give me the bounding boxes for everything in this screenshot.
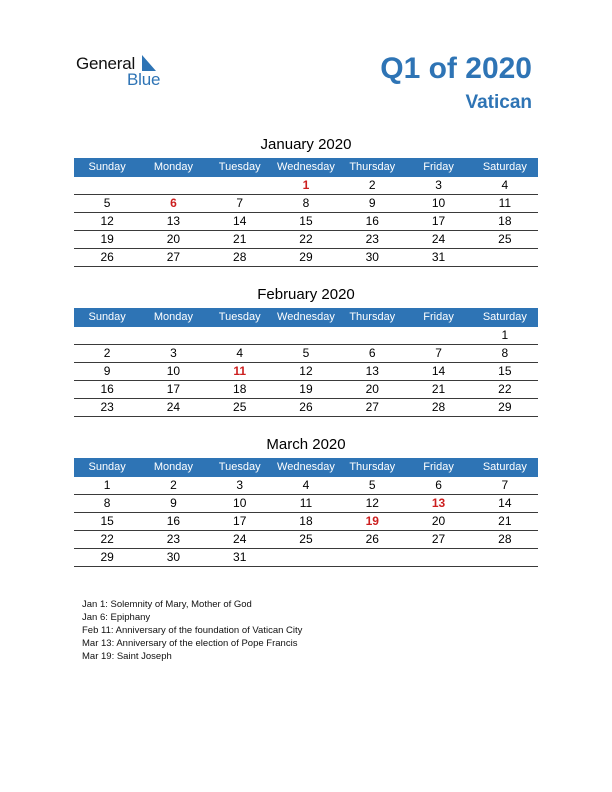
day-cell — [273, 549, 339, 566]
weekday-label: Sunday — [88, 161, 126, 173]
day-cell — [472, 549, 538, 566]
day-cell: 10 — [431, 196, 446, 210]
day-cell — [405, 327, 471, 344]
day-cell: 16 — [166, 514, 181, 528]
day-cell: 6 — [368, 346, 376, 360]
day-cell: 28 — [498, 532, 512, 546]
day-cell: 4 — [302, 478, 310, 492]
week-row — [74, 363, 538, 381]
weekday-label: Tuesday — [218, 461, 261, 473]
holiday-notes — [82, 598, 302, 663]
day-cell: 19 — [299, 382, 313, 396]
day-cell: 22 — [299, 232, 313, 246]
weekday-header — [74, 308, 538, 327]
day-cell: 27 — [365, 400, 379, 414]
day-cell: 4 — [236, 346, 244, 360]
day-cell: 6 — [435, 478, 442, 492]
day-cell: 2 — [368, 178, 376, 192]
day-cell: 9 — [368, 196, 376, 210]
week-row — [74, 231, 538, 249]
weekday-label: Friday — [423, 311, 454, 323]
day-cell: 11 — [299, 496, 313, 510]
weekday-label: Wednesday — [277, 161, 335, 173]
day-cell: 16 — [100, 382, 114, 396]
day-cell: 29 — [299, 250, 313, 264]
logo-triangle-icon — [142, 55, 156, 71]
day-cell: 2 — [170, 478, 177, 492]
day-cell: 5 — [103, 196, 111, 210]
weekday-label: Saturday — [482, 161, 527, 173]
day-cell: 7 — [236, 196, 244, 210]
weekday-label: Monday — [153, 161, 193, 173]
day-cell: 3 — [236, 478, 244, 492]
weekday-label: Tuesday — [218, 161, 261, 173]
day-cell: 6 — [170, 196, 177, 210]
day-cell: 20 — [166, 232, 181, 246]
day-cell: 21 — [431, 382, 446, 396]
day-cell: 14 — [431, 364, 446, 378]
day-cell: 26 — [365, 532, 379, 546]
day-cell: 28 — [431, 400, 446, 414]
day-cell: 21 — [233, 232, 247, 246]
day-cell: 29 — [100, 550, 114, 564]
day-cell: 1 — [103, 478, 111, 492]
day-cell: 2 — [103, 346, 111, 360]
week-row — [74, 195, 538, 213]
month-title: March 2020 — [266, 436, 346, 453]
weekday-label: Thursday — [349, 461, 396, 473]
day-cell — [273, 327, 339, 344]
brand-logo — [76, 54, 186, 88]
month-title: February 2020 — [257, 286, 355, 303]
logo-blue-text: Blue — [127, 70, 161, 89]
day-cell: 30 — [166, 550, 181, 564]
weekday-header — [74, 458, 538, 477]
day-cell: 25 — [233, 400, 247, 414]
day-cell: 3 — [170, 346, 177, 360]
day-cell: 8 — [501, 346, 509, 360]
week-row — [74, 327, 538, 345]
day-cell: 13 — [431, 496, 446, 510]
month-calendar — [74, 134, 538, 267]
weekday-label: Sunday — [88, 311, 126, 323]
day-cell: 15 — [299, 214, 313, 228]
day-cell: 18 — [498, 214, 512, 228]
week-row — [74, 381, 538, 399]
day-cell — [207, 177, 273, 194]
weekday-label: Thursday — [349, 161, 396, 173]
day-cell: 3 — [435, 178, 442, 192]
holiday-note: Jan 1: Solemnity of Mary, Mother of God — [82, 599, 252, 610]
weekday-label: Wednesday — [277, 461, 335, 473]
day-cell: 27 — [166, 250, 181, 264]
day-cell: 24 — [166, 400, 181, 414]
day-cell: 18 — [233, 382, 247, 396]
day-cell: 17 — [166, 382, 181, 396]
day-cell: 13 — [365, 364, 379, 378]
day-cell: 19 — [365, 514, 379, 528]
weekday-label: Tuesday — [218, 311, 261, 323]
day-cell: 1 — [501, 328, 509, 342]
holiday-note: Feb 11: Anniversary of the foundation of Vatican City — [82, 625, 303, 636]
day-cell: 26 — [100, 250, 114, 264]
day-cell: 24 — [431, 232, 446, 246]
day-cell: 12 — [100, 214, 114, 228]
weekday-label: Saturday — [482, 311, 527, 323]
day-cell: 26 — [299, 400, 313, 414]
day-cell: 27 — [431, 532, 446, 546]
month-title: January 2020 — [260, 136, 352, 153]
holiday-note: Mar 19: Saint Joseph — [82, 651, 172, 662]
quarter-title: Q1 of 2020 — [380, 52, 532, 85]
day-cell: 12 — [299, 364, 313, 378]
day-cell: 21 — [498, 514, 512, 528]
logo-general-text: General — [76, 54, 136, 73]
day-cell — [140, 327, 206, 344]
country-name: Vatican — [465, 92, 532, 113]
day-cell: 10 — [233, 496, 247, 510]
day-cell — [74, 327, 140, 344]
week-row — [74, 399, 538, 417]
holiday-note: Mar 13: Anniversary of the election of Pope Francis — [82, 638, 298, 649]
weekday-label: Thursday — [349, 311, 396, 323]
day-cell: 13 — [166, 214, 181, 228]
day-cell: 19 — [100, 232, 114, 246]
day-cell: 23 — [166, 532, 181, 546]
day-cell: 17 — [431, 214, 446, 228]
day-cell: 25 — [299, 532, 313, 546]
week-row — [74, 477, 538, 495]
day-cell: 16 — [365, 214, 379, 228]
day-cell: 23 — [100, 400, 114, 414]
day-cell — [472, 249, 538, 266]
month-calendar — [74, 284, 538, 417]
weekday-label: Monday — [153, 461, 193, 473]
holiday-note: Jan 6: Epiphany — [82, 612, 151, 623]
week-row — [74, 345, 538, 363]
month-calendar — [74, 434, 538, 567]
day-cell: 8 — [302, 196, 310, 210]
day-cell: 10 — [166, 364, 181, 378]
day-cell: 29 — [498, 400, 512, 414]
week-row — [74, 177, 538, 195]
day-cell: 18 — [299, 514, 313, 528]
week-row — [74, 513, 538, 531]
day-cell: 24 — [233, 532, 247, 546]
day-cell: 14 — [498, 496, 512, 510]
weekday-label: Friday — [423, 461, 454, 473]
day-cell: 12 — [365, 496, 379, 510]
weekday-label: Saturday — [482, 461, 527, 473]
day-cell: 5 — [302, 346, 310, 360]
day-cell: 7 — [501, 478, 509, 492]
day-cell: 31 — [431, 250, 446, 264]
day-cell: 11 — [233, 364, 247, 378]
day-cell: 9 — [103, 364, 111, 378]
day-cell: 20 — [431, 514, 446, 528]
weekday-label: Monday — [153, 311, 193, 323]
week-row — [74, 249, 538, 267]
day-cell — [207, 327, 273, 344]
day-cell: 22 — [498, 382, 512, 396]
day-cell: 11 — [498, 196, 512, 210]
day-cell: 25 — [498, 232, 512, 246]
day-cell: 1 — [302, 178, 310, 192]
day-cell: 4 — [501, 178, 509, 192]
weekday-label: Wednesday — [277, 311, 335, 323]
weekday-label: Friday — [423, 161, 454, 173]
week-row — [74, 213, 538, 231]
day-cell: 15 — [100, 514, 114, 528]
day-cell — [140, 177, 206, 194]
day-cell: 28 — [233, 250, 247, 264]
day-cell: 15 — [498, 364, 512, 378]
day-cell: 17 — [233, 514, 247, 528]
day-cell: 8 — [103, 496, 111, 510]
day-cell — [405, 549, 471, 566]
day-cell — [74, 177, 140, 194]
day-cell: 20 — [365, 382, 379, 396]
day-cell: 31 — [233, 550, 247, 564]
weekday-header — [74, 158, 538, 177]
day-cell: 22 — [100, 532, 114, 546]
day-cell — [339, 549, 405, 566]
day-cell: 23 — [365, 232, 379, 246]
week-row — [74, 531, 538, 549]
weekday-label: Sunday — [88, 461, 126, 473]
day-cell — [339, 327, 405, 344]
week-row — [74, 495, 538, 513]
week-row — [74, 549, 538, 567]
day-cell: 9 — [170, 496, 177, 510]
day-cell: 5 — [368, 478, 376, 492]
day-cell: 7 — [435, 346, 442, 360]
day-cell: 30 — [365, 250, 379, 264]
day-cell: 14 — [233, 214, 247, 228]
